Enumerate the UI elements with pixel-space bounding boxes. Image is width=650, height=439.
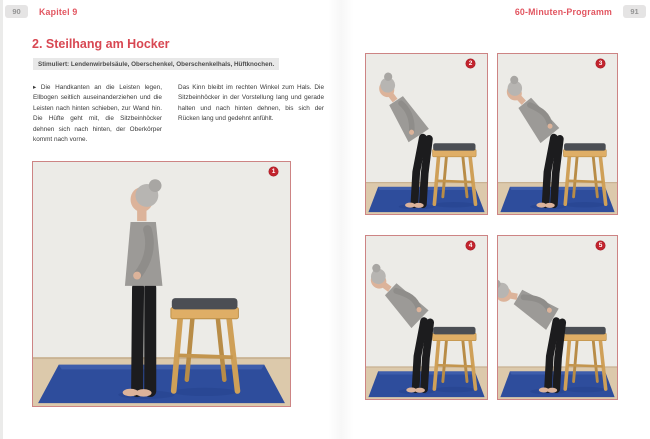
photo-scene-bend-3 — [366, 236, 487, 399]
page-gutter — [328, 0, 354, 439]
photo-scene-bend-1 — [366, 54, 487, 214]
photo-scene-bend-4 — [498, 236, 617, 399]
step-badge-3: 3 — [596, 59, 605, 68]
page-edge-shade — [0, 0, 3, 439]
photo-scene-standing — [33, 162, 290, 406]
exercise-photo-step-1 — [32, 161, 291, 407]
right-page-header — [515, 5, 646, 18]
instruction-column-2: Das Kinn bleibt im rechten Winkel zum Hals. Die Sitzbeinhöcker in der Vorstellung lang und gerade halten und nach hinten dehnen, bis sich der Rücken lang und gedehnt anfühlt. — [178, 84, 324, 123]
exercise-photo-step-2 — [365, 53, 488, 215]
step-badge-4: 4 — [466, 241, 475, 250]
right-page-number: 91 — [623, 5, 646, 18]
step-badge-5: 5 — [596, 241, 605, 250]
exercise-photo-step-5 — [497, 235, 618, 400]
exercise-photo-step-3 — [497, 53, 618, 215]
left-page-header — [5, 5, 77, 18]
left-page-number: 90 — [5, 5, 28, 18]
exercise-title: 2. Steilhang am Hocker — [32, 37, 170, 51]
photo-scene-bend-2 — [498, 54, 617, 214]
left-chapter-label: Kapitel 9 — [39, 6, 78, 17]
step-badge-2: 2 — [466, 59, 475, 68]
exercise-photo-step-4 — [365, 235, 488, 400]
instruction-text — [33, 83, 324, 145]
step-badge-1: 1 — [269, 167, 278, 176]
right-chapter-label: 60-Minuten-Programm — [514, 6, 612, 17]
instruction-column-1: ▸ Die Handkanten an die Leisten legen, Ellbogen seitlich auseinanderziehen und die Leisten nach hinten schieben, zur Wand hin. Die Hüfte geht mit, die Sitzbeinhöcker dehnen sich nach hinten, der Oberkörper kommt nach vorne. — [33, 84, 162, 143]
target-bones-bar: Stimuliert: Lendenwirbelsäule, Oberschenkel, Oberschenkelhals, Hüftknochen. — [33, 58, 279, 70]
